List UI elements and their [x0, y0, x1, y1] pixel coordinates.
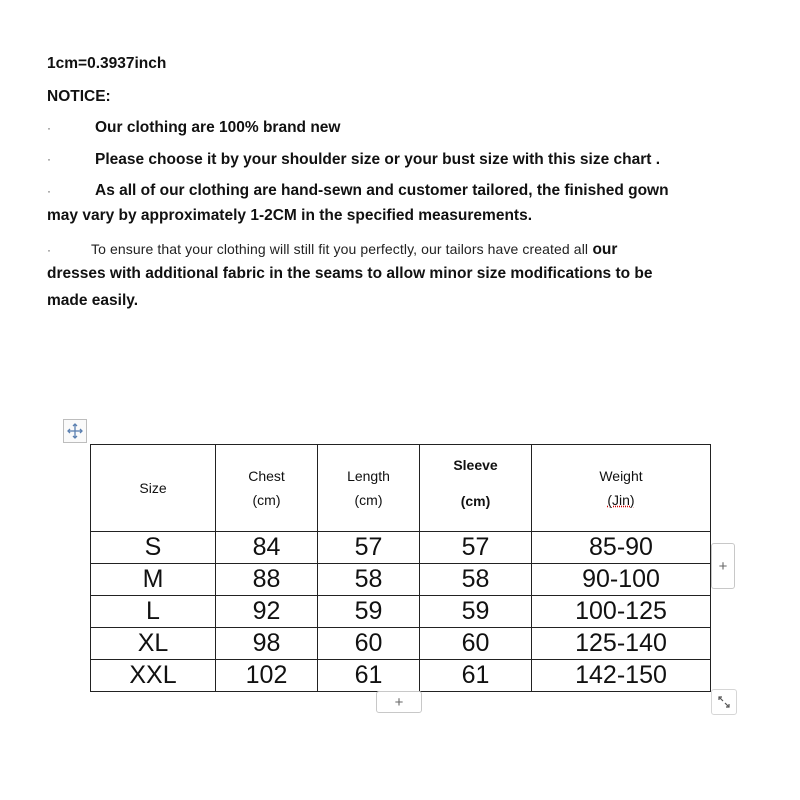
- add-row-button[interactable]: +: [376, 691, 422, 713]
- table-resize-handle[interactable]: [711, 689, 737, 715]
- cell-chest: 92: [216, 596, 318, 628]
- cell-length: 58: [318, 564, 420, 596]
- cell-chest: 84: [216, 532, 318, 564]
- conversion-note: 1cm=0.3937inch: [47, 55, 167, 72]
- notice-line-6: dresses with additional fabric in the seams to allow minor size modifications to be: [47, 265, 653, 282]
- table-header-row: [91, 445, 711, 532]
- header-weight-unit: (Jin): [607, 492, 635, 508]
- bullet: ·: [47, 152, 51, 166]
- cell-weight: 90-100: [532, 564, 711, 596]
- cell-size: XL: [91, 628, 216, 660]
- header-sleeve-label: Sleeve: [453, 457, 498, 473]
- cell-sleeve: 58: [420, 564, 532, 596]
- cell-size: XXL: [91, 660, 216, 692]
- header-sleeve-unit: (cm): [460, 493, 491, 509]
- cell-sleeve: 59: [420, 596, 532, 628]
- cell-chest: 98: [216, 628, 318, 660]
- header-chest: [216, 445, 318, 532]
- notice-line-7: made easily.: [47, 292, 139, 309]
- header-weight-label: Weight: [599, 468, 643, 484]
- notice-line-5-end: our: [592, 241, 618, 258]
- move-icon: [66, 422, 84, 440]
- cell-sleeve: 61: [420, 660, 532, 692]
- cell-chest: 102: [216, 660, 318, 692]
- cell-sleeve: 60: [420, 628, 532, 660]
- cell-size: S: [91, 532, 216, 564]
- header-chest-label: Chest: [248, 468, 285, 484]
- cell-weight: 142-150: [532, 660, 711, 692]
- cell-size: L: [91, 596, 216, 628]
- size-chart-table: [90, 444, 711, 692]
- header-sleeve: [420, 445, 532, 532]
- table-row: [91, 564, 711, 596]
- notice-line-2: Please choose it by your shoulder size or your bust size with this size chart .: [95, 151, 661, 168]
- notice-title: NOTICE:: [47, 88, 111, 105]
- header-length-unit: (cm): [354, 492, 383, 508]
- cell-weight: 85-90: [532, 532, 711, 564]
- cell-weight: 100-125: [532, 596, 711, 628]
- cell-sleeve: 57: [420, 532, 532, 564]
- header-weight: [532, 445, 711, 532]
- header-length: [318, 445, 420, 532]
- bullet: ·: [47, 184, 51, 198]
- table-row: [91, 628, 711, 660]
- cell-size: M: [91, 564, 216, 596]
- cell-length: 60: [318, 628, 420, 660]
- resize-icon: [716, 694, 732, 710]
- cell-weight: 125-140: [532, 628, 711, 660]
- cell-length: 59: [318, 596, 420, 628]
- table-move-handle[interactable]: [63, 419, 87, 443]
- table-row: [91, 532, 711, 564]
- table-row: [91, 596, 711, 628]
- table-row: [91, 660, 711, 692]
- notice-line-3: As all of our clothing are hand-sewn and customer tailored, the finished gown: [95, 182, 669, 199]
- notice-line-4: may vary by approximately 1-2CM in the specified measurements.: [47, 207, 532, 224]
- bullet: ·: [47, 243, 51, 257]
- header-length-label: Length: [347, 468, 390, 484]
- header-chest-unit: (cm): [252, 492, 281, 508]
- notice-line-5: [91, 241, 617, 259]
- header-size-label: Size: [139, 480, 167, 496]
- header-size: [91, 445, 216, 532]
- notice-line-1: Our clothing are 100% brand new: [95, 119, 341, 136]
- add-column-button[interactable]: +: [711, 543, 735, 589]
- cell-chest: 88: [216, 564, 318, 596]
- bullet: ·: [47, 121, 51, 135]
- cell-length: 57: [318, 532, 420, 564]
- notice-line-5-text: To ensure that your clothing will still fit you perfectly, our tailors have created all: [91, 241, 589, 257]
- cell-length: 61: [318, 660, 420, 692]
